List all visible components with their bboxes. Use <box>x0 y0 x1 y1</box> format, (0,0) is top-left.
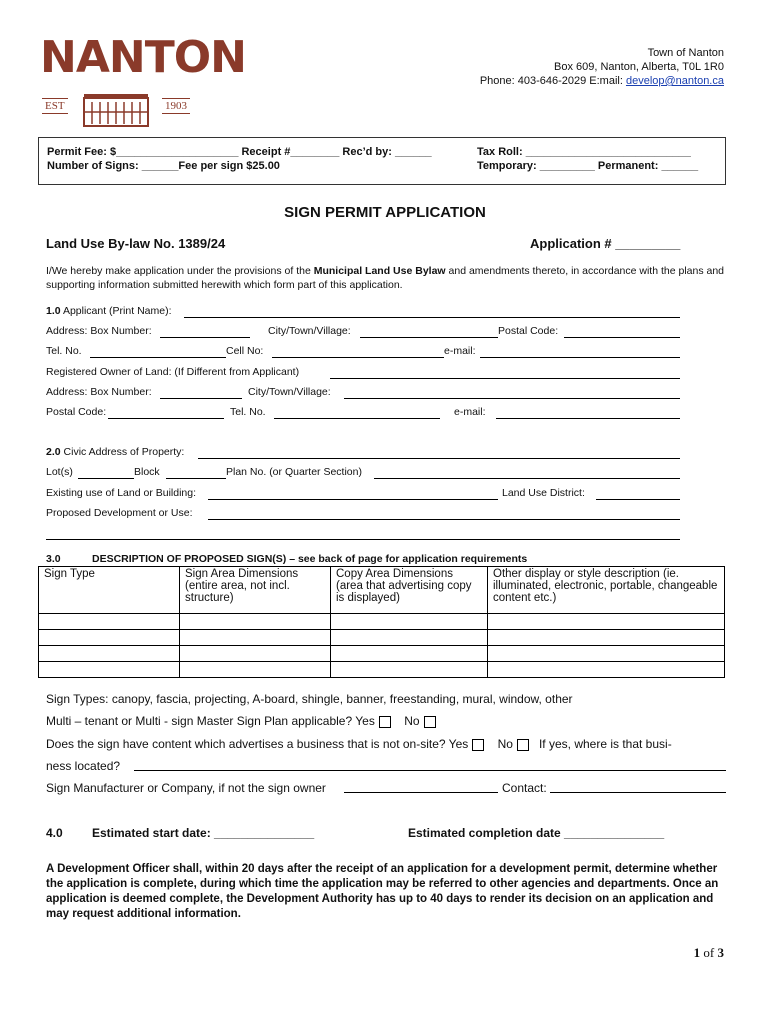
sign-types-list: Sign Types: canopy, fascia, projecting, A-board, shingle, banner, freestanding, mural, window, other <box>46 692 573 706</box>
lot-field[interactable] <box>78 466 134 479</box>
applicant-name-field[interactable] <box>184 305 680 318</box>
table-cell[interactable] <box>39 614 180 630</box>
civic-address-row <box>46 446 680 460</box>
address-box-label: Address: Box Number: <box>46 325 152 337</box>
offsite-where-label: If yes, where is that busi- <box>538 737 672 751</box>
table-row <box>39 614 725 630</box>
table-cell[interactable] <box>180 646 331 662</box>
plan-field[interactable] <box>374 466 680 479</box>
proposed-use-field-2[interactable] <box>46 527 680 540</box>
manufacturer-contact-label: Contact: <box>502 781 547 795</box>
cell-label: Cell No: <box>226 345 264 357</box>
cell-field[interactable] <box>272 345 444 358</box>
table-row <box>39 662 725 678</box>
temporary-permanent-line: Temporary: _________ Permanent: ______ <box>477 160 699 172</box>
applicant-address-row <box>46 325 680 339</box>
existing-use-label: Existing use of Land or Building: <box>46 487 197 499</box>
section1-number: 1.0 <box>46 305 61 317</box>
owner-field[interactable] <box>330 366 680 379</box>
applicant-label: Applicant (Print Name): <box>60 305 172 317</box>
table-cell[interactable] <box>180 614 331 630</box>
master-sign-plan-question <box>46 714 436 728</box>
plan-label: Plan No. (or Quarter Section) <box>226 466 362 478</box>
city-label: City/Town/Village: <box>268 325 351 337</box>
owner-tel-label: Tel. No. <box>230 406 266 418</box>
offsite-question <box>46 737 672 751</box>
table-cell[interactable] <box>39 662 180 678</box>
owner-postal-label: Postal Code: <box>46 406 107 418</box>
offsite-no-label: No <box>497 737 513 751</box>
page-number <box>694 945 724 961</box>
table-cell[interactable] <box>180 630 331 646</box>
owner-city-field[interactable] <box>344 386 680 399</box>
table-cell[interactable] <box>331 646 488 662</box>
table-cell[interactable] <box>488 662 725 678</box>
manufacturer-contact-field[interactable] <box>550 780 726 793</box>
master-plan-no-label: No <box>404 714 420 728</box>
postal-label: Postal Code: <box>498 325 559 337</box>
table-cell[interactable] <box>488 630 725 646</box>
table-row <box>39 646 725 662</box>
existing-use-row <box>46 487 680 501</box>
section4-number: 4.0 <box>46 826 63 840</box>
contact-phone: Phone: 403-646-2029 E:mail: <box>479 75 626 87</box>
owner-box-label: Address: Box Number: <box>46 386 152 398</box>
proposed-use-field[interactable] <box>208 507 680 520</box>
section3-number: 3.0 <box>46 553 61 565</box>
start-date-field[interactable]: Estimated start date: _______________ <box>92 826 315 840</box>
owner-postal-field[interactable] <box>108 406 224 419</box>
owner-city-label: City/Town/Village: <box>248 386 331 398</box>
number-of-signs-line: Number of Signs: ______Fee per sign $25.00 <box>47 160 280 172</box>
intro-text-pre: I/We hereby make application under the provisions of the <box>46 265 314 277</box>
business-location-field[interactable] <box>134 758 726 771</box>
civic-label: Civic Address of Property: <box>60 446 185 458</box>
col-copy-area: Copy Area Dimensions (area that advertising copy is displayed) <box>331 567 488 614</box>
owner-row <box>46 366 680 380</box>
intro-text-bold: Municipal Land Use Bylaw <box>313 265 446 277</box>
block-field[interactable] <box>166 466 226 479</box>
permit-fee-line: Permit Fee: $____________________ Receipt #________ Rec’d by: ______ <box>47 146 432 158</box>
processing-notice: A Development Officer shall, within 20 days after the receipt of an application for a development permit, determine whether the application is complete, during which time the application may be referred to other agencies and departments. Once an application is deemed complete, the Development Authority has up to 40 days to render its decision on an application and may request additional information. <box>46 863 719 920</box>
table-cell[interactable] <box>331 630 488 646</box>
section2-number: 2.0 <box>46 446 61 458</box>
box-number-field[interactable] <box>160 325 250 338</box>
town-logo <box>40 32 246 128</box>
city-field[interactable] <box>360 325 498 338</box>
owner-label: Registered Owner of Land: (If Different from Applicant) <box>46 366 300 378</box>
office-use-box <box>38 137 726 185</box>
building-icon <box>80 88 152 128</box>
applicant-row <box>46 305 680 319</box>
bylaw-number: Land Use By-law No. 1389/24 <box>46 236 226 251</box>
logo-est-label: EST <box>42 98 68 114</box>
table-row <box>39 630 725 646</box>
offsite-no-checkbox[interactable] <box>517 739 529 751</box>
owner-address-row <box>46 386 680 400</box>
district-field[interactable] <box>596 487 680 500</box>
civic-address-field[interactable] <box>198 446 680 459</box>
manufacturer-label: Sign Manufacturer or Company, if not the sign owner <box>46 781 326 795</box>
sign-description-table <box>38 566 725 678</box>
master-plan-no-checkbox[interactable] <box>424 716 436 728</box>
proposed-use-label: Proposed Development or Use: <box>46 507 193 519</box>
business-location-label: ness located? <box>46 759 121 773</box>
page-current: 1 <box>693 945 701 960</box>
tel-label: Tel. No. <box>46 345 82 357</box>
applicant-phone-row <box>46 345 680 359</box>
contact-block <box>480 46 724 88</box>
lot-label: Lot(s) <box>46 466 73 478</box>
offsite-yes-checkbox[interactable] <box>472 739 484 751</box>
col-sign-area: Sign Area Dimensions (entire area, not incl. structure) <box>180 567 331 614</box>
offsite-label: Does the sign have content which advertises a business that is not on-site? Yes <box>46 737 469 751</box>
contact-email-link[interactable]: develop@nanton.ca <box>625 75 724 87</box>
table-cell[interactable] <box>488 646 725 662</box>
owner-box-field[interactable] <box>160 386 242 399</box>
contact-address: Box 609, Nanton, Alberta, T0L 1R0 <box>553 61 724 73</box>
intro-paragraph <box>46 264 730 292</box>
legal-description-row <box>46 466 680 480</box>
email-label: e-mail: <box>444 345 476 357</box>
owner-tel-field[interactable] <box>274 406 440 419</box>
application-number: Application # _________ <box>530 236 681 251</box>
section3-heading: DESCRIPTION OF PROPOSED SIGN(S) – see back of page for application requirements <box>92 553 528 565</box>
contact-town: Town of Nanton <box>647 47 724 59</box>
completion-date-field[interactable]: Estimated completion date _______________ <box>408 826 665 840</box>
intro-text-post: and amendments thereto, in accordance with the plans and supporting information submitted herewith which form part of this application. <box>46 265 725 291</box>
table-cell[interactable] <box>39 646 180 662</box>
tel-field[interactable] <box>90 345 226 358</box>
owner-contact-row <box>46 406 680 420</box>
logo-wordmark: NANTON <box>40 32 246 83</box>
col-sign-type: Sign Type <box>39 567 180 614</box>
district-label: Land Use District: <box>502 487 585 499</box>
table-cell[interactable] <box>488 614 725 630</box>
col-other-description: Other display or style description (ie. illuminated, electronic, portable, changeable content etc.) <box>488 567 725 614</box>
page-title: SIGN PERMIT APPLICATION <box>284 204 486 221</box>
tax-roll-line: Tax Roll: ___________________________ <box>477 146 691 158</box>
existing-use-field[interactable] <box>208 487 498 500</box>
table-cell[interactable] <box>331 614 488 630</box>
manufacturer-field[interactable] <box>344 780 498 793</box>
master-plan-yes-checkbox[interactable] <box>379 716 391 728</box>
logo-year-label: 1903 <box>162 98 190 114</box>
table-cell[interactable] <box>180 662 331 678</box>
page-total: 3 <box>717 945 724 960</box>
table-header-row <box>39 567 725 614</box>
contact-phone-line <box>480 74 724 88</box>
page-of: of <box>700 945 718 960</box>
table-cell[interactable] <box>331 662 488 678</box>
block-label: Block <box>134 466 160 478</box>
table-cell[interactable] <box>39 630 180 646</box>
proposed-use-row <box>46 507 680 521</box>
email-field[interactable] <box>480 345 680 358</box>
postal-code-field[interactable] <box>564 325 680 338</box>
owner-email-label: e-mail: <box>454 406 486 418</box>
master-plan-label: Multi – tenant or Multi - sign Master Sign Plan applicable? Yes <box>46 714 375 728</box>
owner-email-field[interactable] <box>496 406 680 419</box>
